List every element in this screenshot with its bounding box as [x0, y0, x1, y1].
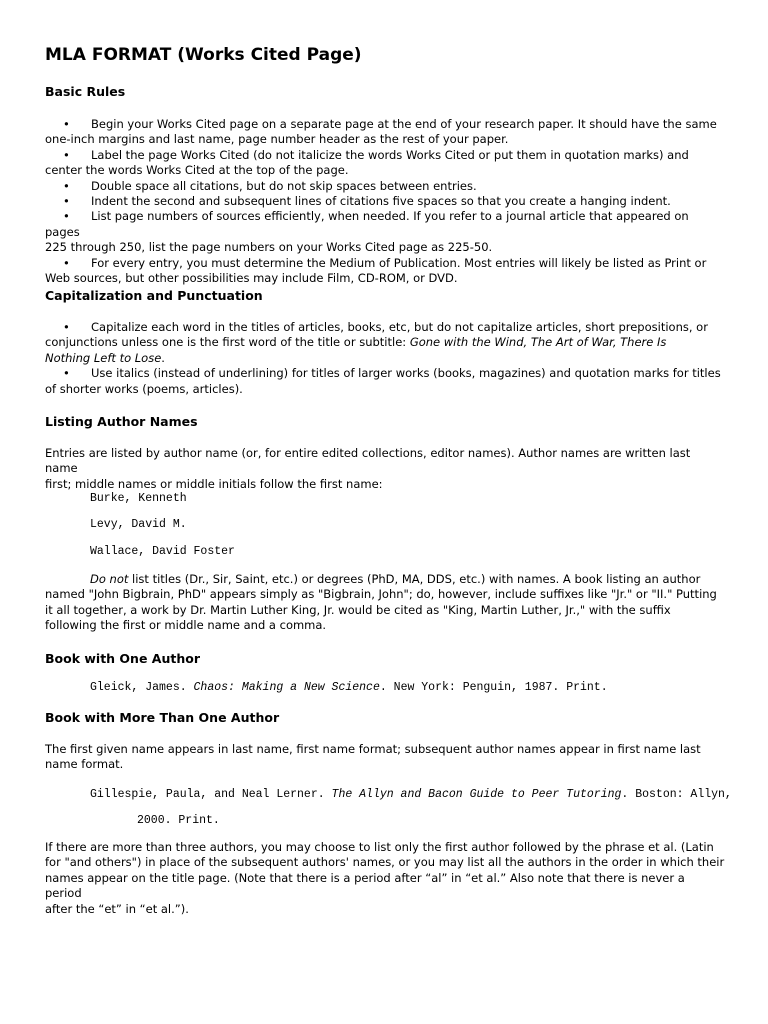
paragraph-line	[45, 572, 725, 587]
list-item-text: List page numbers of sources efficiently, when needed. If you refer to a journal article that appeared on pages	[45, 209, 689, 239]
heading-capitalization: Capitalization and Punctuation	[45, 288, 263, 303]
author-example: Wallace, David Foster	[90, 545, 235, 558]
paragraph-line: for "and others") in place of the subsequent authors' names, or you may list all the authors in the order in which their	[45, 855, 725, 870]
basic-rules-list	[45, 117, 725, 286]
author-example: Levy, David M.	[90, 518, 187, 531]
list-item-continuation: 225 through 250, list the page numbers on your Works Cited page as 225-50.	[45, 240, 493, 255]
italic-titles: Nothing Left to Lose	[45, 350, 162, 365]
paragraph-line: names appear on the title page. (Note that there is a period after “al” in “et al.” Also note that there is never a period	[45, 870, 685, 901]
author-names-note	[45, 572, 725, 634]
multi-author-intro	[45, 742, 725, 773]
author-example: Burke, Kenneth	[90, 492, 187, 505]
bullet-icon: •	[63, 255, 70, 270]
heading-one-author: Book with One Author	[45, 651, 200, 666]
bullet-icon: •	[63, 178, 70, 193]
list-item	[45, 179, 725, 194]
paragraph-line: it all together, a work by Dr. Martin Luther King, Jr. would be cited as "King, Martin Luther, Jr.," with the suffix	[45, 602, 671, 617]
citation-one-author	[90, 681, 608, 694]
capitalization-list	[45, 320, 725, 397]
list-item-continuation	[45, 335, 725, 350]
list-item-text: .	[161, 350, 165, 365]
heading-author-names: Listing Author Names	[45, 414, 198, 429]
list-item	[45, 148, 725, 163]
bullet-icon: •	[63, 147, 70, 162]
paragraph-line: If there are more than three authors, you may choose to list only the first author followed by the phrase et al. (Latin	[45, 840, 714, 854]
citation-continuation: 2000. Print.	[137, 814, 220, 827]
list-item	[45, 256, 725, 271]
bullet-icon: •	[63, 320, 70, 334]
paragraph-text: list titles (Dr., Sir, Saint, etc.) or degrees (PhD, MA, DDS, etc.) with names. A book listing an author	[128, 572, 701, 586]
list-item-continuation: one-inch margins and last name, page number header as the rest of your paper.	[45, 132, 509, 147]
list-item-text: Indent the second and subsequent lines of citations five spaces so that you create a hanging indent.	[91, 194, 671, 209]
author-names-intro	[45, 446, 725, 492]
paragraph-line: Entries are listed by author name (or, for entire edited collections, editor names). Author names are written last name	[45, 446, 691, 476]
list-item	[45, 209, 725, 240]
citation-text: Gillespie, Paula, and Neal Lerner.	[90, 788, 332, 801]
bullet-icon: •	[63, 366, 70, 381]
paragraph-line: The first given name appears in last name, first name format; subsequent author names appear in first name last	[45, 742, 701, 756]
list-item-continuation: of shorter works (poems, articles).	[45, 381, 243, 396]
citation-title: The Allyn and Bacon Guide to Peer Tutoring	[331, 788, 622, 801]
list-item-text: Label the page Works Cited (do not italicize the words Works Cited or put them in quotation marks) and	[91, 147, 689, 162]
list-item	[45, 320, 725, 335]
list-item-continuation: Web sources, but other possibilities may include Film, CD-ROM, or DVD.	[45, 271, 458, 286]
paragraph-line: following the first or middle name and a comma.	[45, 618, 327, 633]
paragraph-line: after the “et” in “et al.”).	[45, 901, 189, 916]
citation-text: . Boston: Allyn,	[621, 788, 732, 801]
list-item-text: Use italics (instead of underlining) for titles of larger works (books, magazines) and quotation marks for titles	[91, 366, 721, 381]
list-item	[45, 117, 725, 132]
paragraph-line: named "John Bigbrain, PhD" appears simply as "Bigbrain, John"; do, however, include suffixes like "Jr." or "II." Putting	[45, 587, 717, 602]
bullet-icon: •	[63, 209, 70, 224]
italic-titles: Gone with the Wind, The Art of War, There Is	[409, 335, 667, 350]
list-item-continuation: center the words Works Cited at the top of the page.	[45, 163, 349, 178]
emphasis-do-not: Do not	[90, 572, 129, 586]
list-item-text: Capitalize each word in the titles of articles, books, etc, but do not capitalize articles, short prepositions, or	[91, 320, 708, 334]
citation-title: Chaos: Making a New Science	[193, 681, 380, 694]
citation-text: Gleick, James.	[90, 681, 194, 694]
bullet-icon: •	[63, 194, 70, 209]
bullet-icon: •	[63, 117, 70, 131]
list-item	[45, 366, 725, 381]
list-item	[45, 194, 725, 209]
et-al-paragraph	[45, 840, 725, 917]
list-item-text: Begin your Works Cited page on a separate page at the end of your research paper. It should have the same	[91, 117, 717, 131]
list-item-continuation	[45, 351, 725, 366]
heading-multi-author: Book with More Than One Author	[45, 710, 280, 725]
citation-multi-author	[90, 788, 732, 801]
page-title: MLA FORMAT (Works Cited Page)	[45, 45, 362, 65]
list-item-text: Double space all citations, but do not skip spaces between entries.	[91, 178, 477, 193]
list-item-text: For every entry, you must determine the Medium of Publication. Most entries will likely be listed as Print or	[91, 255, 707, 270]
list-item-text: conjunctions unless one is the first word of the title or subtitle:	[45, 335, 410, 350]
paragraph-line: name format.	[45, 757, 124, 772]
heading-basic-rules: Basic Rules	[45, 84, 126, 99]
paragraph-line: first; middle names or middle initials follow the first name:	[45, 476, 383, 491]
citation-text: . New York: Penguin, 1987. Print.	[379, 681, 608, 694]
